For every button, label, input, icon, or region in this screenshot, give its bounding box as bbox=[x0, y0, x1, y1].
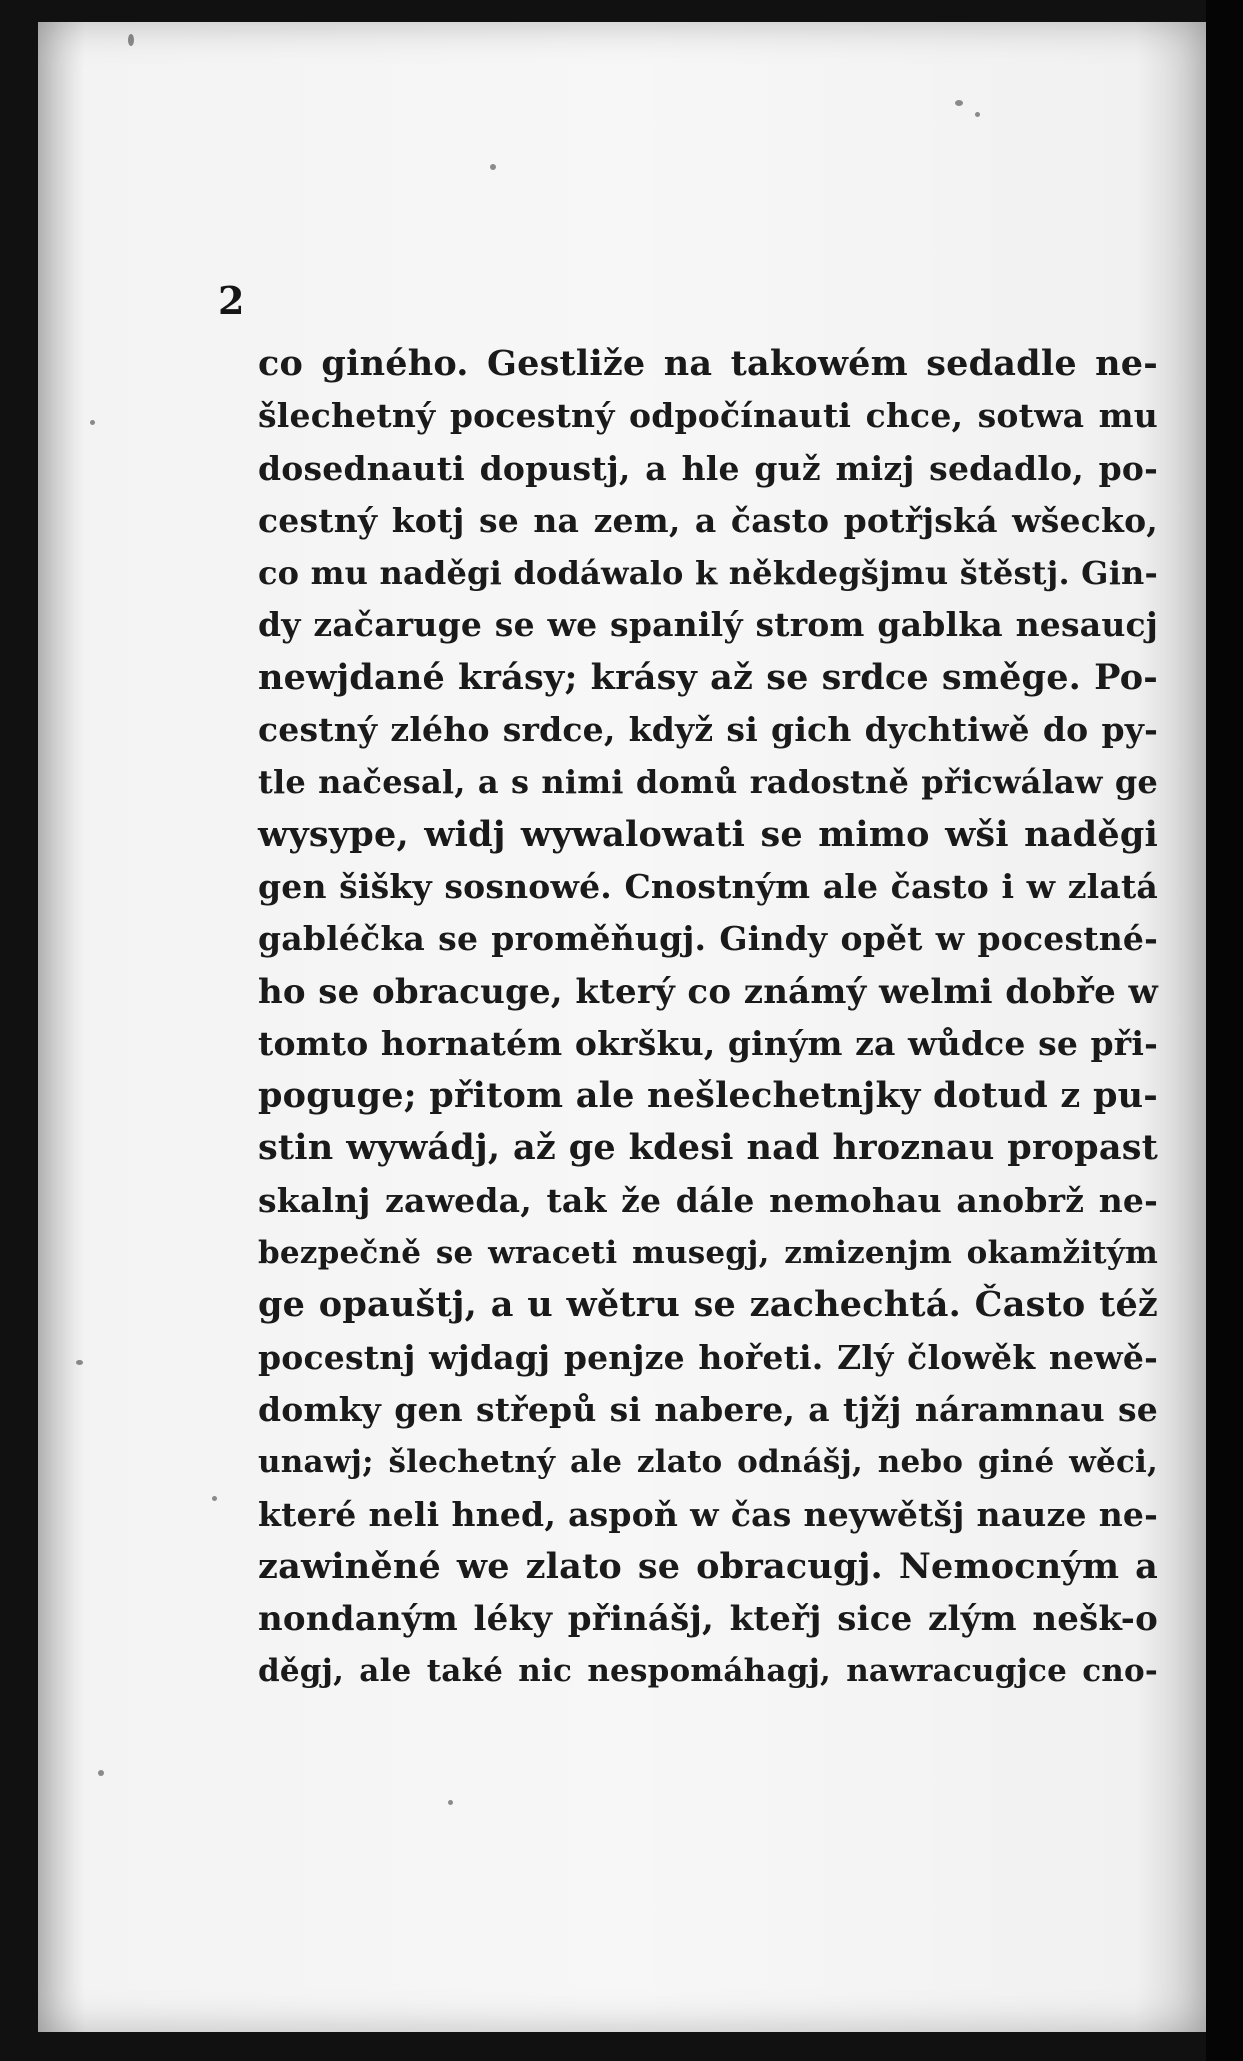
text-line: newjdané krásy; krásy až se srdce směge. Po- bbox=[258, 656, 1158, 698]
ink-speck bbox=[128, 34, 134, 46]
text-line: unawj; šlechetný ale zlato odnášj, nebo giné wěci, bbox=[258, 1444, 1158, 1481]
page-number: 2 bbox=[218, 278, 245, 323]
text-line: ge opauštj, a u wětru se zachechtá. Často též bbox=[258, 1284, 1158, 1326]
ink-speck bbox=[212, 1496, 217, 1501]
ink-speck bbox=[90, 420, 95, 425]
ink-speck bbox=[975, 112, 980, 117]
text-line: tle načesal, a s nimi domů radostně přicwálaw ge bbox=[258, 763, 1158, 802]
text-line: děgj, ale také nic nespomáhagj, nawracugjce cno- bbox=[258, 1653, 1158, 1690]
text-line: šlechetný pocestný odpočínauti chce, sotwa mu bbox=[258, 396, 1158, 436]
text-line: poguge; přitom ale nešlechetnjky dotud z pu- bbox=[258, 1075, 1158, 1117]
text-line: dosednauti dopustj, a hle guž mizj sedadlo, po- bbox=[258, 448, 1158, 488]
text-line: ho se obracuge, který co známý welmi dobře w bbox=[258, 971, 1158, 1012]
ink-speck bbox=[955, 100, 963, 106]
text-line: cestný zlého srdce, když si gich dychtiwě do py- bbox=[258, 710, 1158, 750]
text-line: které neli hned, aspoň w čas neywětšj nauze ne- bbox=[258, 1494, 1158, 1534]
text-line: tomto hornatém okršku, giným za wůdce se při- bbox=[258, 1023, 1158, 1063]
text-line: skalnj zaweda, tak že dále nemohau anobrž ne- bbox=[258, 1180, 1158, 1220]
text-line: nondaným léky přinášj, kteřj sice zlým nešk-o bbox=[258, 1599, 1158, 1640]
scan-dark-edge bbox=[1206, 0, 1243, 2061]
text-line: co mu naděgi dodáwalo k někdegšjmu štěstj. Gin- bbox=[258, 554, 1158, 593]
text-line: dy začaruge se we spanilý strom gablka nesaucj bbox=[258, 605, 1158, 645]
text-line: co giného. Gestliže na takowém sedadle ne- bbox=[258, 343, 1158, 384]
text-line: zawiněné we zlato se obracugj. Nemocným a bbox=[258, 1545, 1158, 1587]
text-line: bezpečně se wraceti musegj, zmizenjm okamžitým bbox=[258, 1235, 1158, 1272]
ink-speck bbox=[76, 1360, 83, 1365]
ink-speck bbox=[98, 1770, 104, 1776]
text-line: pocestnj wjdagj penjze hořeti. Zlý člowěk newě- bbox=[258, 1337, 1158, 1377]
text-line: cestný kotj se na zem, a často potřjská wšecko, bbox=[258, 500, 1158, 540]
ink-speck bbox=[490, 164, 496, 170]
text-line: domky gen střepů si nabere, a tjžj náramnau se bbox=[258, 1389, 1158, 1429]
text-line: wysype, widj wywalowati se mimo wši naděgi bbox=[258, 813, 1158, 855]
text-line: gen šišky sosnowé. Cnostným ale často i w zlatá bbox=[258, 866, 1158, 906]
ink-speck bbox=[448, 1800, 453, 1805]
body-text bbox=[258, 338, 1158, 1698]
text-line: stin wywádj, až ge kdesi nad hroznau propast bbox=[258, 1127, 1158, 1169]
text-line: gabléčka se proměňugj. Gindy opět w pocestné- bbox=[258, 919, 1158, 959]
